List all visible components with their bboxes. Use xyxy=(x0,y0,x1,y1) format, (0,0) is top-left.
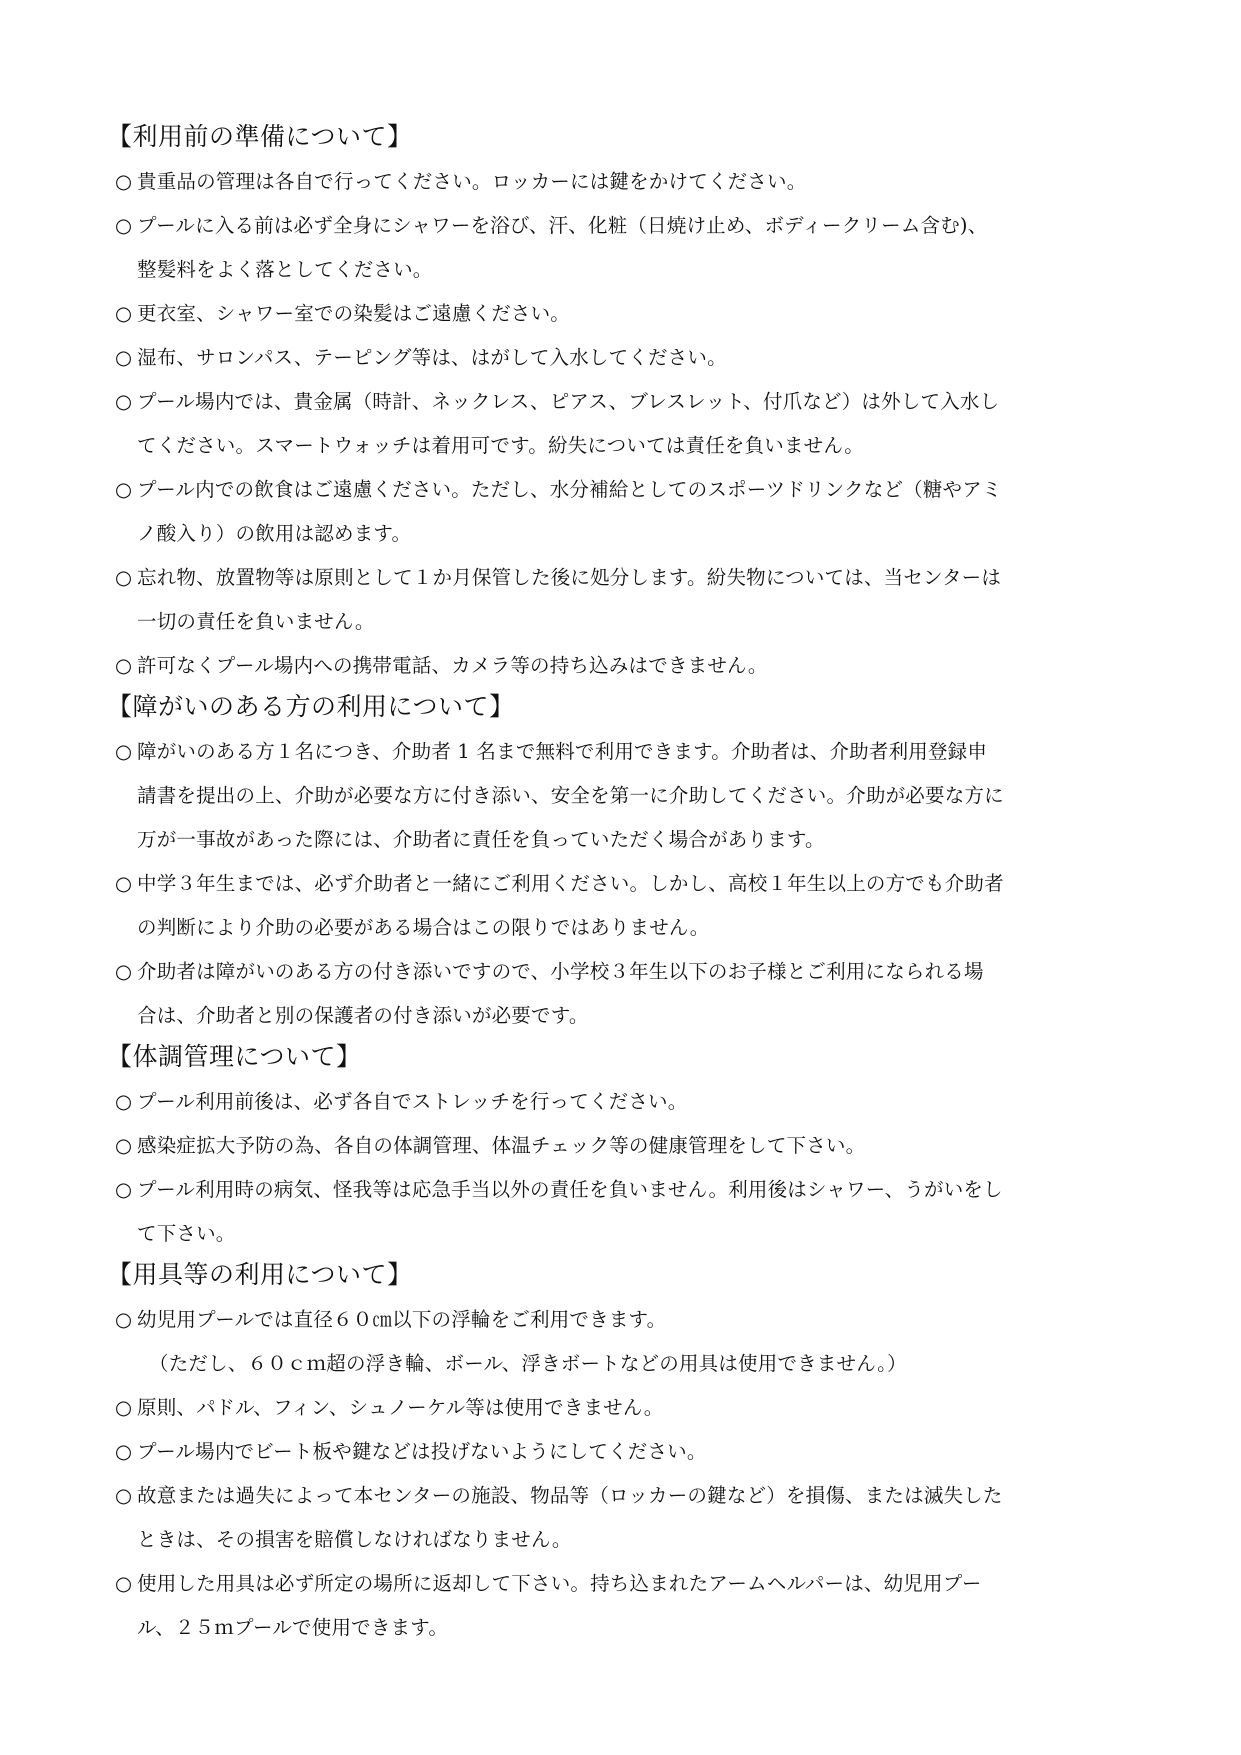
rule-text: 故意または過失によって本センターの施設、物品等（ロッカーの鍵など）を損傷、または滅失した xyxy=(137,1484,1003,1507)
rule-item xyxy=(115,380,1130,468)
rule-text: 忘れ物、放置物等は原則として１か月保管した後に処分します。紛失物については、当センターは xyxy=(137,566,1002,589)
rule-first-line xyxy=(115,1562,1130,1606)
circle-bullet-icon: ○ xyxy=(115,1308,133,1331)
rule-text: 整髪料をよく落としてください。 xyxy=(137,258,433,281)
rule-continuation-line xyxy=(115,424,1130,468)
rule-item xyxy=(115,1430,1130,1474)
circle-bullet-icon: ○ xyxy=(115,1178,133,1201)
rule-text: プール利用前後は、必ず各自でストレッチを行ってください。 xyxy=(137,1090,688,1113)
circle-bullet-icon: ○ xyxy=(115,740,133,763)
rule-item xyxy=(115,160,1130,204)
rule-item xyxy=(115,950,1130,1038)
rule-first-line xyxy=(115,292,1130,336)
rule-item xyxy=(115,862,1130,950)
rule-first-line xyxy=(115,950,1130,994)
rule-item xyxy=(115,1168,1130,1256)
rule-item xyxy=(115,468,1130,556)
circle-bullet-icon: ○ xyxy=(115,872,133,895)
rule-first-line xyxy=(115,730,1130,774)
rules-section xyxy=(107,118,1130,688)
rules-section xyxy=(107,1038,1130,1256)
rule-first-line xyxy=(115,556,1130,600)
rule-continuation-line xyxy=(115,1212,1130,1256)
rule-text: プール利用時の病気、怪我等は応急手当以外の責任を負いません。利用後はシャワー、うがいをし xyxy=(137,1178,1003,1201)
rule-continuation-line xyxy=(115,994,1130,1038)
rule-text: 合は、介助者と別の保護者の付き添いが必要です。 xyxy=(137,1004,589,1027)
rule-text: ノ酸入り）の飲用は認めます。 xyxy=(137,522,412,545)
rules-section xyxy=(107,1256,1130,1650)
rule-continuation-line xyxy=(115,774,1130,818)
rule-continuation-line xyxy=(115,1518,1130,1562)
rule-first-line xyxy=(115,862,1130,906)
rule-first-line xyxy=(115,336,1130,380)
rule-text: 許可なくプール場内への携帯電話、カメラ等の持ち込みはできません。 xyxy=(137,654,768,677)
rule-item xyxy=(115,644,1130,688)
rule-text: 更衣室、シャワー室での染髪はご遠慮ください。 xyxy=(137,302,571,325)
rule-item xyxy=(115,292,1130,336)
rule-text: プール場内では、貴金属（時計、ネックレス、ピアス、ブレスレット、付爪など）は外して入水し xyxy=(137,390,1000,413)
rule-text: 感染症拡大予防の為、各自の体調管理、体温チェック等の健康管理をして下さい。 xyxy=(137,1134,866,1157)
rule-continuation-line xyxy=(115,512,1130,556)
rule-text: 万が一事故があった際には、介助者に責任を負っていただく場合があります。 xyxy=(137,828,825,851)
rule-item xyxy=(115,204,1130,292)
rule-text: ル、２５ｍプールで使用できます。 xyxy=(137,1616,449,1639)
rule-text: 障がいのある方１名につき、介助者 1 名まで無料で利用できます。介助者は、介助者利用登録申 xyxy=(137,740,988,763)
rule-continuation-line xyxy=(115,248,1130,292)
circle-bullet-icon: ○ xyxy=(115,390,133,413)
rule-first-line xyxy=(115,1430,1130,1474)
circle-bullet-icon: ○ xyxy=(115,1572,133,1595)
rule-text: 貴重品の管理は各自で行ってください。ロッカーには鍵をかけてください。 xyxy=(137,170,807,193)
rule-first-line xyxy=(115,644,1130,688)
rule-item xyxy=(115,1474,1130,1562)
circle-bullet-icon: ○ xyxy=(115,1090,133,1113)
rule-continuation-line xyxy=(115,1606,1130,1650)
rule-text: 使用した用具は必ず所定の場所に返却して下さい。持ち込まれたアームヘルパーは、幼児用プー xyxy=(137,1572,982,1595)
circle-bullet-icon: ○ xyxy=(115,346,133,369)
rule-text: プール場内でビート板や鍵などは投げないようにしてください。 xyxy=(137,1440,707,1463)
rule-first-line xyxy=(115,1474,1130,1518)
rule-item xyxy=(115,730,1130,862)
circle-bullet-icon: ○ xyxy=(115,960,133,983)
section-heading: 【用具等の利用について】 xyxy=(107,1260,413,1289)
section-heading: 【体調管理について】 xyxy=(107,1042,362,1071)
rule-first-line xyxy=(115,468,1130,512)
rule-item xyxy=(115,336,1130,380)
circle-bullet-icon: ○ xyxy=(115,170,133,193)
rule-item xyxy=(115,1298,1130,1386)
rule-text: て下さい。 xyxy=(137,1222,236,1245)
circle-bullet-icon: ○ xyxy=(115,214,133,237)
rule-text: 湿布、サロンパス、テーピング等は、はがして入水してください。 xyxy=(137,346,727,369)
rule-first-line xyxy=(115,1386,1130,1430)
rules-section xyxy=(107,688,1130,1038)
circle-bullet-icon: ○ xyxy=(115,566,133,589)
rule-continuation-line xyxy=(115,906,1130,950)
rule-text: 請書を提出の上、介助が必要な方に付き添い、安全を第一に介助してください。介助が必要な方に xyxy=(137,784,1004,807)
rule-text: プールに入る前は必ず全身にシャワーを浴び、汗、化粧（日焼け止め、ボディークリーム含む)、 xyxy=(137,214,988,237)
rule-text: ときは、その損害を賠償しなければなりません。 xyxy=(137,1528,572,1551)
rule-first-line xyxy=(115,1168,1130,1212)
rule-note: （ただし、６０ｃｍ超の浮き輪、ボール、浮きボートなどの用具は使用できません。） xyxy=(149,1352,907,1375)
rule-item xyxy=(115,1124,1130,1168)
rule-text: 幼児用プールでは直径６０㎝以下の浮輪をご利用できます。 xyxy=(137,1308,667,1331)
rule-first-line xyxy=(115,1080,1130,1124)
rule-text: 一切の責任を負いません。 xyxy=(137,610,375,633)
circle-bullet-icon: ○ xyxy=(115,478,133,501)
circle-bullet-icon: ○ xyxy=(115,1440,133,1463)
rule-text: 原則、パドル、フィン、シュノーケル等は使用できません。 xyxy=(137,1396,664,1419)
rules-content xyxy=(107,118,1130,1650)
section-heading: 【障がいのある方の利用について】 xyxy=(107,692,515,721)
rule-item xyxy=(115,1562,1130,1650)
rule-first-line xyxy=(115,160,1130,204)
rule-item xyxy=(115,1080,1130,1124)
rule-continuation-line xyxy=(115,818,1130,862)
circle-bullet-icon: ○ xyxy=(115,1484,133,1507)
rule-first-line xyxy=(115,1298,1130,1342)
circle-bullet-icon: ○ xyxy=(115,302,133,325)
rule-continuation-line xyxy=(115,600,1130,644)
rule-text: 中学３年生までは、必ず介助者と一緒にご利用ください。しかし、高校１年生以上の方でも介助者 xyxy=(137,872,1004,895)
section-heading: 【利用前の準備について】 xyxy=(107,122,413,151)
rule-first-line xyxy=(115,380,1130,424)
rule-first-line xyxy=(115,204,1130,248)
rule-text: 介助者は障がいのある方の付き添いですので、小学校３年生以下のお子様とご利用になられる場 xyxy=(137,960,984,983)
rule-item xyxy=(115,556,1130,644)
circle-bullet-icon: ○ xyxy=(115,1134,133,1157)
rule-text: プール内での飲食はご遠慮ください。ただし、水分補給としてのスポーツドリンクなど（糖やアミ xyxy=(137,478,1002,501)
circle-bullet-icon: ○ xyxy=(115,1396,133,1419)
rule-first-line xyxy=(115,1124,1130,1168)
rule-item xyxy=(115,1386,1130,1430)
circle-bullet-icon: ○ xyxy=(115,654,133,677)
rule-text: てください。スマートウォッチは着用可です。紛失については責任を負いません。 xyxy=(137,434,864,457)
rule-text: の判断により介助の必要がある場合はこの限りではありません。 xyxy=(137,916,710,939)
